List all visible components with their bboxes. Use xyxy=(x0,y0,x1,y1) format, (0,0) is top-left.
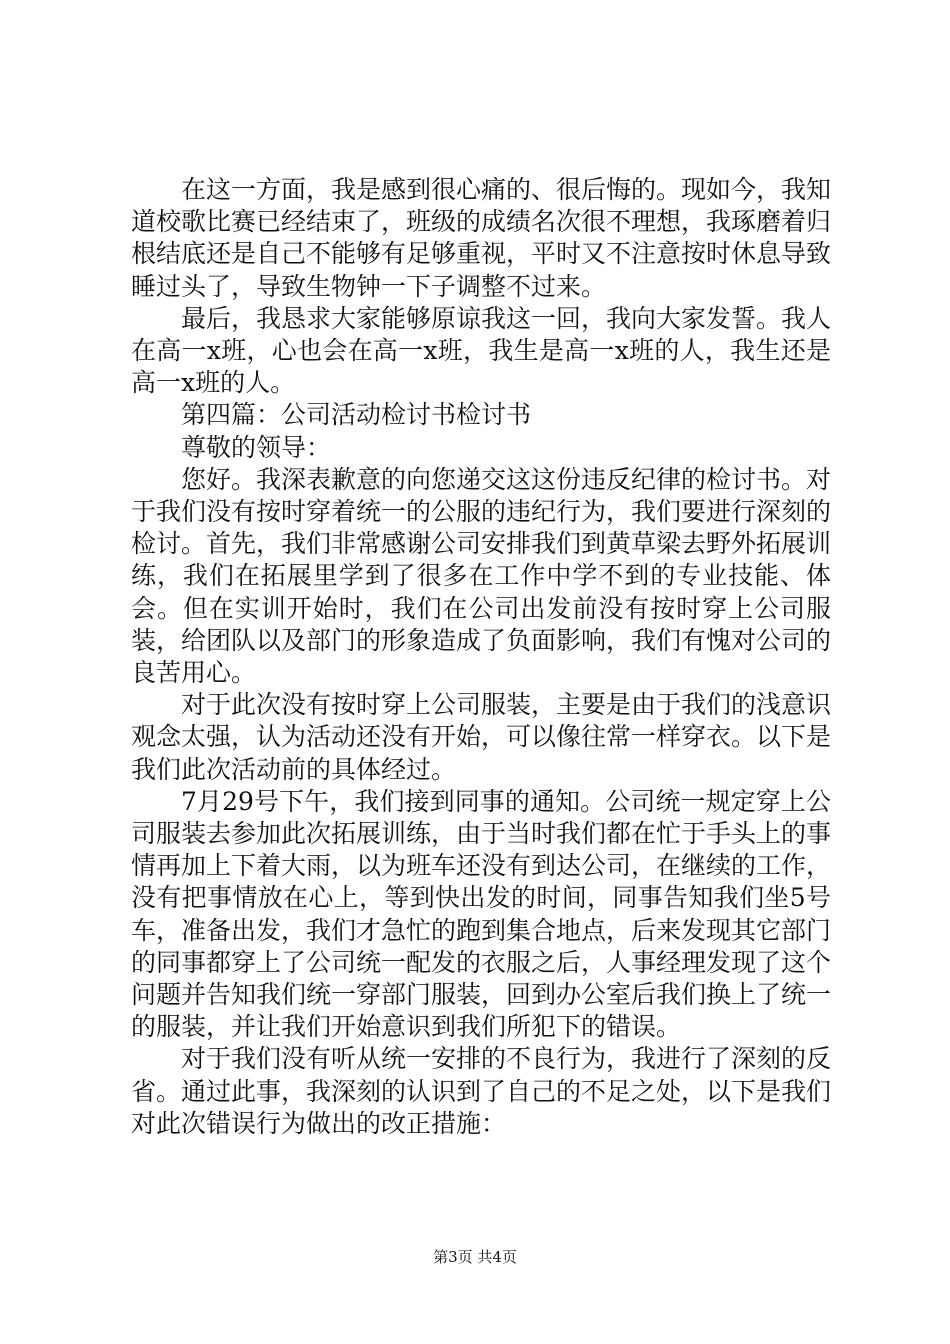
paragraph: 7月29号下午，我们接到同事的通知。公司统一规定穿上公司服装去参加此次拓展训练，由于当时我们都在忙于手头上的事情再加上下着大雨，以为班车还没有到达公司，在继续的工作，没有把事情放在心上，等到快出发的时间，同事告知我们坐5号车，准备出发，我们才急忙的跑到集合地点，后来发现其它部门的同事都穿上了公司统一配发的衣服之后，人事经理发现了这个问题并告知我们统一穿部门服装，回到办公室后我们换上了统一的服装，并让我们开始意识到我们所犯下的错误。 xyxy=(131,786,832,1042)
paragraph: 对于我们没有听从统一安排的不良行为，我进行了深刻的反省。通过此事，我深刻的认识到了自己的不足之处，以下是我们对此次错误行为做出的改正措施： xyxy=(131,1044,832,1138)
document-body xyxy=(131,174,831,1140)
paragraph: 最后，我恳求大家能够原谅我这一回，我向大家发誓。我人在高一x班，心也会在高一x班，我生是高一x班的人，我生还是高一x班的人。 xyxy=(131,303,832,398)
page-number-footer: 第3页 共4页 xyxy=(433,1248,517,1266)
paragraph: 您好。我深表歉意的向您递交这这份违反纪律的检讨书。对于我们没有按时穿着统一的公服的违纪行为，我们要进行深刻的检讨。首先，我们非常感谢公司安排我们到黄草梁去野外拓展训练，我们在拓展里学到了很多在工作中学不到的专业技能、体会。但在实训开始时，我们在公司出发前没有按时穿上公司服装，给团队以及部门的形象造成了负面影响，我们有愧对公司的良苦用心。 xyxy=(131,464,832,688)
paragraph: 对于此次没有按时穿上公司服装，主要是由于我们的浅意识观念太强，认为活动还没有开始，可以像往常一样穿衣。以下是我们此次活动前的具体经过。 xyxy=(131,690,832,784)
paragraph: 在这一方面，我是感到很心痛的、很后悔的。现如今，我知道校歌比赛已经结束了，班级的成绩名次很不理想，我琢磨着归根结底还是自己不能够有足够重视，平时又不注意按时休息导致睡过头了，导致生物钟一下子调整不过来。 xyxy=(131,175,832,301)
section-heading: 第四篇：公司活动检讨书检讨书 xyxy=(181,400,532,430)
salutation: 尊敬的领导： xyxy=(181,432,332,462)
